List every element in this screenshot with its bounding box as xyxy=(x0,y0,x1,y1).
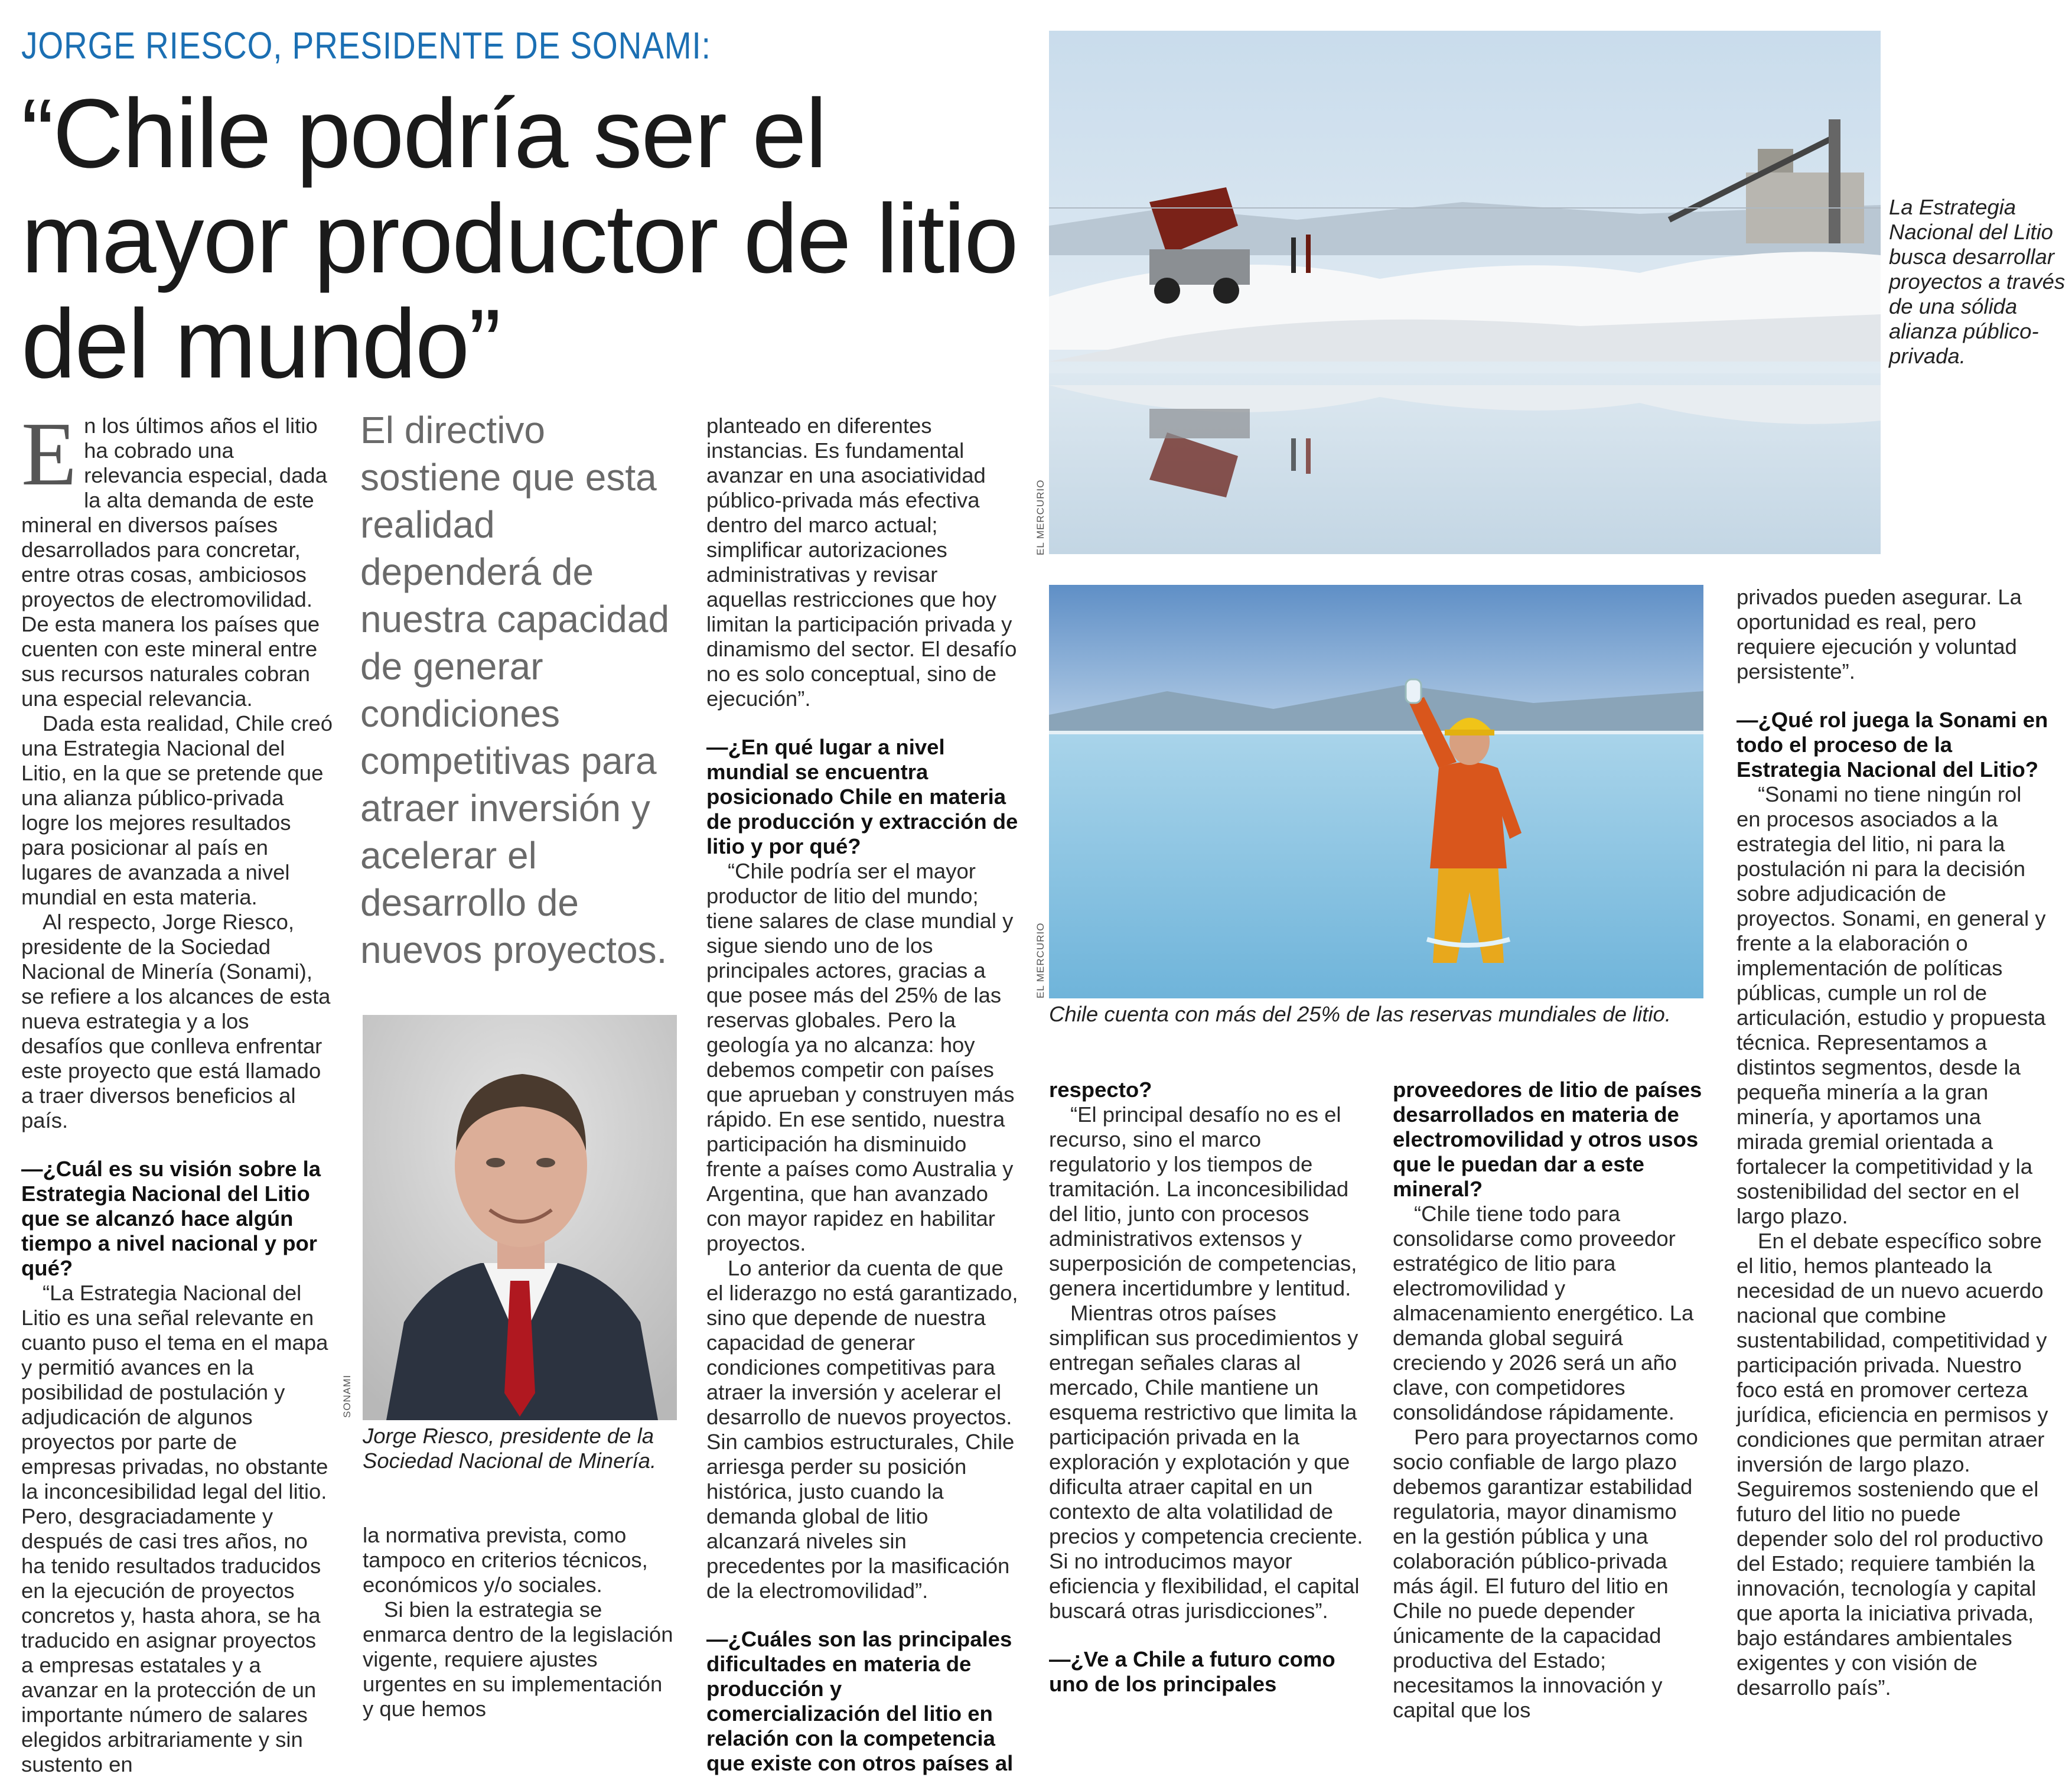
col1-p2: Dada esta realidad, Chile creó una Estrategia Nacional del Litio, en la que se pretende que una alianza público-privada logre los mejores resultados para posicionar al país en lugares de avanzada a nivel mundial en esta materia. xyxy=(21,711,333,909)
col1-question-1: —¿Cuál es su visión sobre la Estrategia Nacional del Litio que se alcanzó hace algún tiempo a nivel nacional y por qué? xyxy=(21,1157,321,1280)
headline: “Chile podría ser el mayor productor de litio del mundo” xyxy=(21,79,1018,399)
column-5 xyxy=(1393,1078,1706,1723)
col6-p1: privados pueden asegurar. La oportunidad es real, pero requiere ejecución y voluntad persistente”. xyxy=(1737,585,2022,684)
portrait-caption: Jorge Riesco, presidente de la Sociedad Nacional de Minería. xyxy=(363,1424,657,1473)
worker-photo xyxy=(1049,585,1703,998)
portrait-credit: SONAMI xyxy=(341,1374,353,1418)
portrait-photo xyxy=(363,1015,677,1420)
salar-credit: EL MERCURIO xyxy=(1035,479,1046,555)
kicker: JORGE RIESCO, PRESIDENTE DE SONAMI: xyxy=(21,24,711,67)
col4-question-1: —¿Ve a Chile a futuro como uno de los principales xyxy=(1049,1647,1335,1696)
col3-p2: “Chile podría ser el mayor productor de litio del mundo; tiene salares de clase mundial y sigue siendo uno de los principales actores, gracias a que posee más del 25% de las reservas globales. Pero la geología ya no alcanza: hoy debemos competir con países que aprueban y construyen más rápido. En ese sentido, nuestra participación ha disminuido frente a países como Australia y Argentina, que han avanzado con mayor rapidez en habilitar proyectos. xyxy=(706,859,1015,1255)
col5-p2: Pero para proyectarnos como socio confiable de largo plazo debemos garantizar estabilidad regulatoria, mayor dinamismo en la gestión pública y una colaboración público-privada más ágil. El futuro del litio en Chile no puede depender únicamente de la capacidad productiva del Estado; necesitamos la innovación y capital que los xyxy=(1393,1425,1698,1722)
col2-p2: Si bien la estrategia se enmarca dentro de la legislación vigente, requiere ajustes urgentes en su implementación y que hemos xyxy=(363,1597,673,1721)
col6-question-1: —¿Qué rol juega la Sonami en todo el proceso de la Estrategia Nacional del Litio? xyxy=(1737,708,2048,782)
col6-p3: En el debate específico sobre el litio, hemos planteado la necesidad de un nuevo acuerdo nacional que combine sustentabilidad, competitividad y participación privada. Nuestro foco está en promover certeza jurídica, eficiencia en permisos y condiciones que permitan atraer inversión de largo plazo. Seguiremos sosteniendo que el futuro del litio no puede depender solo del rol productivo del Estado; requiere también la innovación, tecnología y capital que aporta la iniciativa privada, bajo estándares ambientales exigentes y con visión de desarrollo país”. xyxy=(1737,1229,2048,1700)
column-4 xyxy=(1049,1078,1363,1697)
col1-p1: n los últimos años el litio ha cobrado una relevancia especial, dada la alta demanda de este mineral en diversos países desarrollados para concretar, entre otras cosas, ambiciosos proyectos de electromovilidad. De esta manera los países que cuenten con este mineral entre sus recursos naturales cobran una especial relevancia. xyxy=(21,414,327,711)
col2-p1: la normativa prevista, como tampoco en criterios técnicos, económicos y/o sociales. xyxy=(363,1523,648,1597)
col6-p2: “Sonami no tiene ningún rol en procesos asociados a la estrategia del litio, ni para la postulación ni para la decisión sobre adjudicación de proyectos. Sonami, en general y frente a la elaboración o implementación de políticas públicas, cumple un rol de articulación, estudio y propuesta técnica. Representamos a distintos segmentos, desde la pequeña minería a la gran minería, y aportamos una mirada gremial orientada a fortalecer la competitividad y la sostenibilidad del sector en el largo plazo. xyxy=(1737,782,2046,1228)
col3-question-1: —¿En qué lugar a nivel mundial se encuentra posicionado Chile en materia de producción y extracción de litio y por qué? xyxy=(706,735,1018,858)
worker-image xyxy=(1049,585,1703,998)
col4-p1: “El principal desafío no es el recurso, sino el marco regulatorio y los tiempos de tramitación. La inconcesibilidad del litio, junto con procesos administrativos extensos y superposición de competencias, genera incertidumbre y lentitud. xyxy=(1049,1102,1357,1300)
col5-question-cont: proveedores de litio de países desarrollados en materia de electromovilidad y otros usos que le puedan dar a este mineral? xyxy=(1393,1078,1702,1201)
salar-image xyxy=(1049,31,1881,554)
col1-p3: Al respecto, Jorge Riesco, presidente de la Sociedad Nacional de Minería (Sonami), se refiere a los alcances de esta nueva estrategia y a los desafíos que conlleva enfrentar este proyecto que está llamado a traer diversos beneficios al país. xyxy=(21,910,331,1132)
worker-caption: Chile cuenta con más del 25% de las reservas mundiales de litio. xyxy=(1049,1002,1671,1026)
col4-p2: Mientras otros países simplifican sus procedimientos y entregan señales claras al mercado, Chile mantiene un esquema restrictivo que limita la participación privada en la exploración y explotación y que dificulta atraer capital en un contexto de alta volatilidad de precios y competencia creciente. Si no introducimos mayor eficiencia y flexibilidad, el capital buscará otras jurisdicciones”. xyxy=(1049,1301,1363,1623)
col1-p4: “La Estrategia Nacional del Litio es una señal relevante en cuanto puso el tema en el mapa y permitió avances en la posibilidad de postulación y adjudicación de algunos proyectos por parte de empresas privadas, no obstante la inconcesibilidad legal del litio. Pero, desgraciadamente y después de casi tres años, no ha tenido resultados traducidos en la ejecución de proyectos concretos y, hasta ahora, se ha traducido en asignar proyectos a empresas estatales y a avanzar en la protección de un importante número de salares elegidos arbitrariamente y sin sustento en xyxy=(21,1281,328,1776)
col5-p1: “Chile tiene todo para consolidarse como proveedor estratégico de litio para electromovilidad y almacenamiento energético. La demanda global seguirá creciendo y 2026 será un año clave, con competidores consolidándose rápidamente. xyxy=(1393,1202,1694,1424)
column-3 xyxy=(706,414,1021,1776)
column-1 xyxy=(21,404,333,1777)
portrait-image xyxy=(363,1015,677,1420)
salar-caption: La Estrategia Nacional del Litio busca desarrollar proyectos a través de una sólida alianza público-privada. xyxy=(1889,195,2066,368)
col3-p3: Lo anterior da cuenta de que el liderazgo no está garantizado, sino que depende de nuestra capacidad de generar condiciones competitivas para atraer la inversión y acelerar el desarrollo de nuevos proyectos. Sin cambios estructurales, Chile arriesga perder su posición histórica, justo cuando la demanda global de litio alcanzará niveles sin precedentes por la masificación de la electromovilidad”. xyxy=(706,1256,1018,1603)
col4-question-cont: respecto? xyxy=(1049,1078,1152,1102)
column-2 xyxy=(363,1523,675,1721)
col3-p1: planteado en diferentes instancias. Es fundamental avanzar en una asociatividad público-privada más efectiva dentro del marco actual; simplificar autorizaciones administrativas y revisar aquellas restricciones que hoy limitan la participación privada y dinamismo del sector. El desafío no es solo conceptual, sino de ejecución”. xyxy=(706,414,1017,711)
drop-cap: E xyxy=(21,404,77,505)
col3-question-2: —¿Cuáles son las principales dificultades en materia de producción y comercialización del litio en relación con la competencia que existe con otros países al xyxy=(706,1627,1014,1775)
pull-quote: El directivo sostiene que esta realidad dependerá de nuestra capacidad de generar condiciones competitivas para atraer inversión y acelerar el desarrollo de nuevos proyectos. xyxy=(360,409,670,971)
column-6 xyxy=(1737,585,2050,1700)
worker-credit: EL MERCURIO xyxy=(1035,922,1046,998)
salar-photo xyxy=(1049,31,1881,554)
